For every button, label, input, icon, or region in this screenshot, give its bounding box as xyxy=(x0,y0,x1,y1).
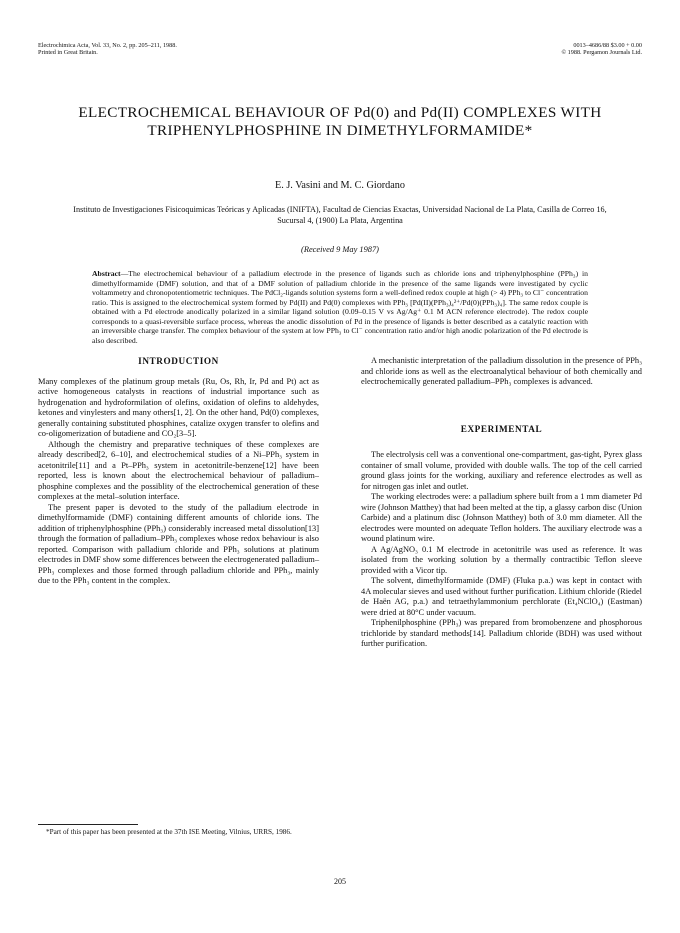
intro-heading: INTRODUCTION xyxy=(138,356,219,366)
paper-title: ELECTROCHEMICAL BEHAVIOUR OF Pd(0) and Pd(II) COMPLEXES WITH TRIPHENYLPHOSPHINE IN DIMETHYLFORMAMIDE* xyxy=(78,104,602,139)
intro-paragraph: Many complexes of the platinum group metals (Ru, Os, Rh, Ir, Pd and Pt) act as active homogeneous catalysts in reactions of industrial importance such as hydrogenation and hydroformilation of olefins, oxidation of olefins to aldehydes, ketones and vinylesters and many others[1, 2]. On the other hand, Pd(0) complexes, generally containing substituted phosphines, catalize oxygen transfer to olefins and co-oligomerization of butadiene and CO₂[3–5]. xyxy=(38,376,319,438)
footnote: *Part of this paper has been presented at the 37th ISE Meeting, Vilnius, URRS, 1986. xyxy=(46,828,292,836)
abstract-text: —The electrochemical behaviour of a palladium electrode in the presence of ligands such as chloride ions and triphenylphosphine (PPh₃) in dimethylformamide (DMF) solution, and that of a DMF solution of palladium chloride in the presence of the same ligands were investigated by cyclic voltammetry and chronopotentiometric techniques. The PdCl₂-ligands solution systems form a well-defined redox couple at high (> 4) PPh₃ to Cl⁻ concentration ratio. This is assigned to the electrochemical system formed by Pd(II) and Pd(0) complexes with PPh₃ [Pd(II)(PPh₃)₄²⁺/Pd(0)(PPh₃)₄]. The same redox couple is obtained with a Pd electrode anodically polarized in a similar ligand solution (0.09–0.15 V vs Ag/Ag⁺ 0.1 M ACN reference electrode). The redox couple corresponds to a quasi-reversible surface process, whereas the anodic dissolution of Pd in the presence of ligands is better described as a catalytic reaction with an irreversible charge transfer. The complex behaviour of the system at low PPh₃ to Cl⁻ concentration ratio and/or high anodic polarization of the Pd electrode is also described. xyxy=(92,269,588,345)
experimental-heading: EXPERIMENTAL xyxy=(460,423,543,434)
abstract-label: Abstract xyxy=(92,269,121,278)
experimental-paragraph: The solvent, dimethylformamide (DMF) (Fluka p.a.) was kept in contact with 4A molecular sieves and used without further purification. Lithium chloride (Riedel de Haën AG, p.a.) and tetraethylammonium perchlorate (Et₄NClO₄) (Eastman) were dried at 80°C under vacuum. xyxy=(361,576,642,617)
affiliation: Instituto de Investigaciones Fisicoquimicas Teóricas y Aplicadas (INIFTA), Facultad de Ciencias Exactas, Universidad Nacional de La Plata, Casilla de Correo 16, Sucursal 4, (1900) La Plata, Argentina xyxy=(73,205,607,225)
journal-header-right xyxy=(561,42,642,56)
copyright: © 1988. Pergamon Journals Ltd. xyxy=(561,49,642,56)
right-column xyxy=(361,356,642,650)
journal-header-left xyxy=(38,42,177,56)
intro-paragraph: Although the chemistry and preparative techniques of these complexes are already described[2, 6–10], and electrochemical studies of a Ni–PPh₃ system in acetonitrile[11] and a Pt–PPh₃ system in acetonitrile-benzene[12] have been reported, less is known about the electrochemical behaviour of palladium–phosphine complexes and the possiblity of the electrochemical generation of these complexes at the metal–solution interface. xyxy=(38,439,319,501)
received-date: (Received 9 May 1987) xyxy=(301,245,379,254)
page-number: 205 xyxy=(334,877,346,886)
abstract xyxy=(92,269,588,345)
experimental-paragraph: Triphenilphosphine (PPh₃) was prepared from bromobenzene and phosphorous trichloride by standard methods[14]. Palladium chloride (BDH) was used without further purification. xyxy=(361,618,642,648)
issn-price: 0013–4686/88 $3.00 + 0.00 xyxy=(573,42,642,49)
printed-in: Printed in Great Britain. xyxy=(38,49,98,56)
experimental-paragraph: A Ag/AgNO₃ 0.1 M electrode in acetonitrile was used as reference. It was isolated from the working solution by a thermally contractibic Teflon sleeve provided with a Vicor tip. xyxy=(361,544,642,575)
journal-citation: Vol. 33, No. 2, pp. 205–211, 1988. xyxy=(91,42,177,49)
experimental-paragraph: The electrolysis cell was a conventional one-compartment, gas-tight, Pyrex glass container of small volume, provided with double walls. The top of the cell carried ground glass joints for the working, auxiliary and reference electrodes as well as for nitrogen gas inlet and outlet. xyxy=(361,450,642,491)
intro-continuation: A mechanistic interpretation of the palladium dissolution in the presence of PPh₃ and chloride ions as well as the electroanalytical behaviour of both chemically and electrochemically generated palladium–PPh₃ complexes is advanced. xyxy=(361,356,642,386)
left-column xyxy=(38,356,319,587)
journal-name: Electrochimica Acta, xyxy=(38,42,90,49)
authors: E. J. Vasini and M. C. Giordano xyxy=(275,180,405,191)
intro-paragraph: The present paper is devoted to the study of the palladium electrode in dimethylformamide (DMF) containing different amounts of chloride ions. The addition of triphenylphosphine (PPh₃) considerably increased metal dissolution[13] through the formation of palladium–PPh₃ complexes whose redox behaviour is also reported. Comparison with palladium chloride and PPh₃ solutions at platinum electrodes in DMF show some differences between the electrogenerated palladium–PPh₃ complexes and those formed through palladium chloride and PPh₃, mainly due to the PPh₃ content in the complex. xyxy=(38,502,320,585)
footnote-rule xyxy=(38,824,138,825)
experimental-paragraph: The working electrodes were: a palladium sphere built from a 1 mm diameter Pd wire (Johnson Matthey) that had been melted at the tip, a glassy carbon disc (Union Carbide) and a platinum disc (Johnson Matthey) both of 3.0 mm diameter. All the electrodes were mounted on adequate Teflon holders. The auxiliary electrode was a wound platinum wire. xyxy=(361,492,642,543)
